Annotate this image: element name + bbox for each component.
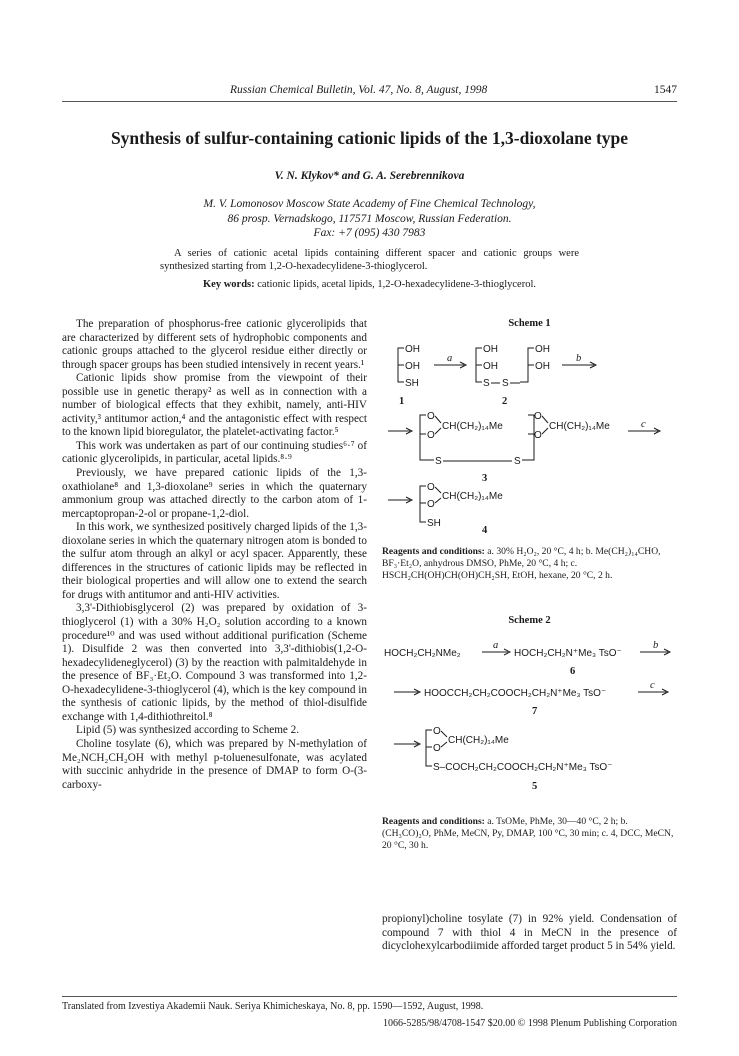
bond — [420, 486, 426, 522]
copyright-line: 1066-5285/98/4708-1547 $20.00 © 1998 Plenum Publishing Corporation — [383, 1018, 677, 1029]
atom-label: O — [534, 411, 542, 422]
bond — [542, 416, 548, 423]
compound-number: 2 — [502, 396, 508, 407]
bond — [542, 428, 548, 434]
group-label: CH(CH₂)₁₄Me — [442, 491, 503, 502]
scheme1-title: Scheme 1 — [508, 318, 551, 329]
compound-formula: S–COCH₂CH₂COOCH₂CH₂N⁺Me₃ TsO⁻ — [433, 762, 613, 773]
atom-label: O — [427, 482, 435, 493]
paper-title: Synthesis of sulfur-containing cationic lipids of the 1,3-dioxolane type — [110, 128, 629, 148]
group-label: CH(CH₂)₁₄Me — [448, 735, 509, 746]
reagents-label: Reagents and conditions: — [382, 546, 485, 557]
scheme1-diagram — [382, 336, 682, 536]
bond — [435, 498, 441, 503]
compound-formula: HOOCCH₂CH₂COOCH₂CH₂N⁺Me₃ TsO⁻ — [424, 688, 607, 699]
step-label: b — [653, 640, 659, 651]
keywords — [62, 279, 677, 290]
bond — [435, 487, 441, 493]
atom-label: S — [435, 456, 442, 467]
atom-label: OH — [483, 361, 498, 372]
atom-label: SH — [405, 378, 419, 389]
translation-note: Translated from Izvestiya Akademii Nauk. Seriya Khimicheskaya, No. 8, pp. 1590—1592, August, 1998. — [62, 1001, 484, 1012]
keywords-label: Key words: — [203, 279, 255, 290]
paragraph: This work was undertaken as part of our continuing studies⁶·⁷ of cationic glycerolipids, in particular, acetal lipids.⁸·⁹ — [62, 439, 367, 466]
compound-number: 1 — [399, 396, 405, 407]
compound-number: 5 — [532, 781, 538, 792]
atom-label: OH — [535, 361, 550, 372]
atom-label: O — [427, 411, 435, 422]
scheme2-title: Scheme 2 — [508, 615, 551, 626]
reagents-text: a. 30% H₂O₂, 20 °C, 4 h; b. Me(CH₂)₁₄CHO, BF₃·Et₂O, anhydrous DMSO, PhMe, 20 °C, 4 h; c. HSCH₂CH(OH)CH(OH)CH₂SH, EtOH, hexane, 20 °C, 2 h. — [382, 546, 661, 581]
bond — [435, 416, 441, 423]
keywords-text: cationic lipids, acetal lipids, 1,2-O-hexadecylidene-3-thioglycerol. — [257, 279, 536, 290]
bond — [426, 730, 432, 766]
paragraph: propionyl)choline tosylate (7) in 92% yield. Condensation of compound 7 with thiol 4 in MeCN in the presence of dicyclohexylcarbodiimide afforded target product 5 in 54% yield. — [382, 913, 677, 953]
atom-label: O — [427, 499, 435, 510]
affiliation — [62, 197, 677, 241]
paragraph: 3,3'-Dithiobisglycerol (2) was prepared by oxidation of 3-thioglycerol (1) with a 30% H₂O₂ solution according to a known procedure¹⁰ and was used without additional purification (Scheme 1). Disulfide 2 was then converted into 3,3'-dithiobis(1,2-O-hexadecylideneglycerol) (3) by the reaction with palmitaldehyde in the presence of BF₃·Et₂O. Compound 3 was transformed into 1,2-O-hexadecylidene-3-thioglycerol (4), which is the key compound in the synthesis of cationic lipids, by the method of thiol-disulfide exchange with 1,4-dithiothreitol.⁸ — [62, 602, 367, 723]
body-right-column — [382, 913, 677, 954]
atom-label: O — [534, 430, 542, 441]
journal-header: Russian Chemical Bulletin, Vol. 47, No. 8, August, 1998 — [230, 84, 488, 96]
atom-label: S — [502, 378, 509, 389]
atom-label: OH — [535, 344, 550, 355]
body-left-column — [62, 318, 367, 792]
affiliation-line: Fax: +7 (095) 430 7983 — [313, 227, 426, 239]
bond — [522, 415, 534, 460]
paragraph: Choline tosylate (6), which was prepared by N-methylation of Me₂NCH₂CH₂OH with methyl p-toluenesulfonate, was acylated with succinic anhydride in the presence of DMAP to form O-(3-carboxy- — [62, 737, 367, 791]
scheme2-diagram — [382, 636, 682, 796]
bond — [435, 428, 441, 434]
atom-label: O — [427, 430, 435, 441]
step-label: b — [576, 353, 582, 364]
bond — [441, 731, 447, 737]
bond — [441, 742, 447, 747]
step-label: c — [650, 680, 655, 691]
group-label: CH(CH₂)₁₄Me — [442, 421, 503, 432]
compound-formula: HOCH₂CH₂NMe₂ — [384, 648, 461, 659]
scheme2-reagents — [382, 816, 677, 852]
reagents-label: Reagents and conditions: — [382, 816, 485, 827]
affiliation-line: 86 prosp. Vernadskogo, 117571 Moscow, Russian Federation. — [227, 212, 512, 225]
atom-label: S — [514, 456, 521, 467]
atom-label: O — [433, 726, 441, 737]
paragraph: Lipid (5) was synthesized according to Scheme 2. — [76, 724, 300, 737]
step-label: a — [493, 640, 499, 651]
paragraph: Cationic lipids show promise from the viewpoint of their possible use in genetic therapy² as well as in connection with a number of biological effects that they exhibit, namely, anti-HIV activity,³ antitumor action,⁴ and the antagonistic effect with respect to the known lipid bioregulator, the platelet-activating factor.⁵ — [62, 372, 367, 439]
compound-number: 7 — [532, 706, 538, 717]
atom-label: SH — [427, 518, 441, 529]
compound-formula: HOCH₂CH₂N⁺Me₃ TsO⁻ — [514, 648, 622, 659]
group-label: CH(CH₂)₁₄Me — [549, 421, 610, 432]
authors: V. N. Klykov* and G. A. Serebrennikova — [274, 170, 465, 182]
compound-number: 3 — [482, 473, 488, 484]
compound-number: 4 — [482, 525, 488, 536]
footer-divider — [62, 996, 677, 997]
page-number: 1547 — [654, 84, 677, 96]
abstract: A series of cationic acetal lipids containing different spacer and cationic groups were synthesized starting from 1,2-O-hexadecylidene-3-thioglycerol. — [160, 248, 579, 272]
header-divider — [62, 101, 677, 102]
paragraph: Previously, we have prepared cationic lipids of the 1,3-oxathiolane⁸ and 1,3-dioxolane⁹ series in which the quaternary ammonium group was attached directly to the carbon atom of 1-mercaptopropan-2-ol or propane-1,2-diol. — [62, 467, 367, 520]
scheme1-reagents — [382, 546, 677, 582]
atom-label: OH — [405, 344, 420, 355]
paragraph: The preparation of phosphorus-free cationic glycerolipids that are characterized by different sets of hydrophobic components and cationic groups attached to the glycerol residue either directly or through spacer groups has been studied intensively in recent years.¹ — [62, 318, 367, 371]
step-label: a — [447, 353, 453, 364]
atom-label: O — [433, 743, 441, 754]
atom-label: OH — [483, 344, 498, 355]
affiliation-line: M. V. Lomonosov Moscow State Academy of Fine Chemical Technology, — [203, 198, 536, 210]
atom-label: OH — [405, 361, 420, 372]
step-label: c — [641, 419, 646, 430]
reagents-text: a. TsOMe, PhMe, 30—40 °C, 2 h; b. (CH₃CO)₂O, PhMe, MeCN, Py, DMAP, 100 °C, 30 min; c. 4, DCC, MeCN, 20 °C, 30 h. — [382, 816, 674, 851]
compound-number: 6 — [570, 666, 576, 677]
atom-label: S — [483, 378, 490, 389]
paragraph: In this work, we synthesized positively charged lipids of the 1,3-dioxolane series in which the quaternary nitrogen atom is bonded to the sulfur atom through an alkyl or acyl spacer. Apparently, these differences in the structures of cationic lipids may be reflected in their biological properties and will allow one to extend the search for drugs with antitumor and anti-HIV activities. — [62, 521, 367, 601]
